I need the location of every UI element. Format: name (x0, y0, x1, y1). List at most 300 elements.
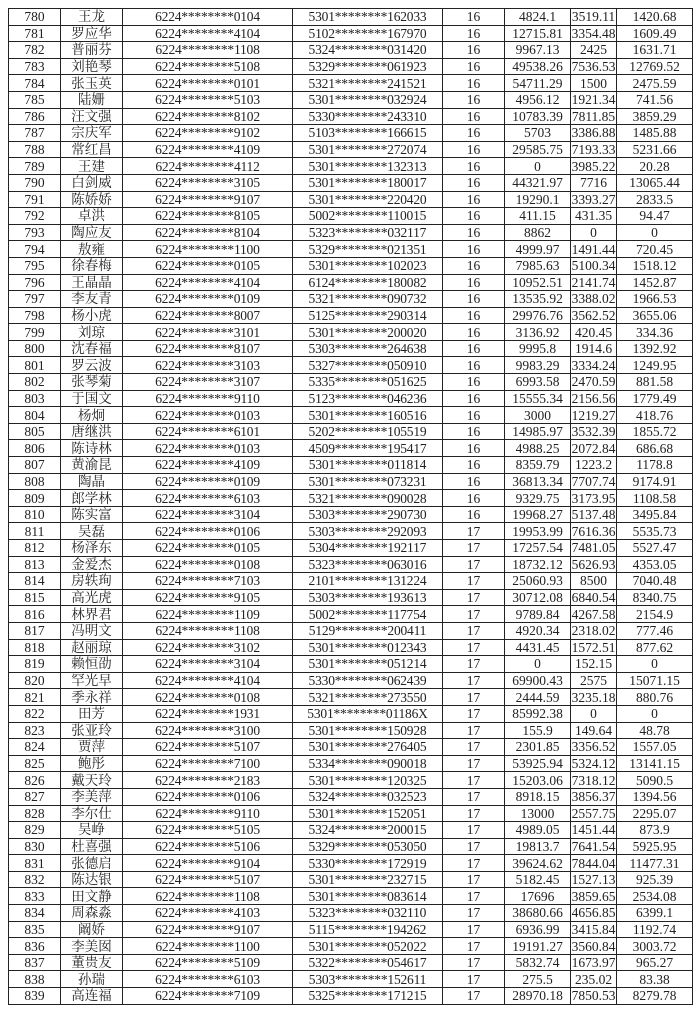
name-cell: 普丽芬 (61, 42, 123, 59)
amount-1-cell: 29976.76 (505, 307, 571, 324)
amount-3-cell: 2295.07 (617, 805, 693, 822)
amount-3-cell: 873.9 (617, 822, 693, 839)
amount-3-cell: 3003.72 (617, 938, 693, 955)
period-cell: 16 (443, 141, 505, 158)
amount-1-cell: 9329.75 (505, 490, 571, 507)
amount-1-cell: 44321.97 (505, 174, 571, 191)
name-cell: 于国文 (61, 390, 123, 407)
id-number-cell: 5303********292093 (293, 523, 443, 540)
row-number-cell: 808 (9, 473, 61, 490)
amount-2-cell: 152.15 (571, 656, 617, 673)
amount-2-cell: 3856.37 (571, 789, 616, 805)
amount-3-cell: 1855.72 (617, 423, 693, 440)
amount-1-cell: 4988.25 (505, 440, 571, 457)
amount-1-cell: 49538.26 (505, 58, 571, 75)
amount-2-cell: 7844.04 (571, 855, 616, 871)
row-number-cell: 803 (9, 390, 61, 407)
name-cell: 阚娇 (61, 921, 123, 938)
row-number-cell: 836 (9, 938, 61, 955)
id-number-cell: 5323********032110 (293, 905, 443, 922)
row-number-cell: 807 (9, 457, 61, 474)
name-cell: 张亚玲 (61, 722, 123, 739)
table-row (9, 606, 693, 623)
amount-1-cell: 8862 (505, 224, 571, 241)
amount-3-cell: 1192.74 (617, 921, 693, 938)
table-row (9, 125, 693, 142)
bank-card-cell: 6224********6103 (123, 490, 293, 507)
period-cell: 17 (443, 722, 505, 739)
name-cell: 房轶珣 (61, 573, 123, 590)
amount-2-cell: 1223.2 (571, 457, 617, 474)
amount-3-cell: 1420.68 (617, 9, 693, 26)
amount-2-cell: 3334.24 (571, 357, 616, 373)
amount-3-cell: 8279.78 (617, 988, 693, 1005)
table-row (9, 108, 693, 125)
amount-1-cell: 19813.7 (505, 838, 571, 855)
amount-3-cell: 1966.53 (617, 291, 693, 308)
table-row (9, 274, 693, 291)
table-row (9, 457, 693, 474)
id-number-cell: 5301********200020 (293, 324, 443, 341)
bank-card-cell: 6224********0103 (123, 440, 293, 457)
row-number-cell: 788 (9, 141, 61, 158)
amount-2-cell: 7716 (571, 174, 617, 191)
id-number-cell: 5324********032523 (293, 788, 443, 805)
period-cell: 17 (443, 639, 505, 656)
amount-2-cell: 4267.58 (571, 606, 616, 622)
table-row (9, 58, 693, 75)
period-cell: 17 (443, 705, 505, 722)
bank-card-cell: 6224********0109 (123, 473, 293, 490)
bank-card-cell: 6224********1108 (123, 42, 293, 59)
table-row (9, 905, 693, 922)
amount-3-cell: 1452.87 (617, 274, 693, 291)
amount-1-cell: 13000 (505, 805, 571, 822)
table-row (9, 556, 693, 573)
table-row (9, 822, 693, 839)
amount-2-cell: 3393.27 (571, 191, 616, 207)
amount-2-cell: 3356.52 (571, 739, 616, 755)
amount-3-cell: 2833.5 (617, 191, 693, 208)
row-number-cell: 837 (9, 954, 61, 971)
name-cell: 李尔仕 (61, 805, 123, 822)
amount-3-cell: 925.39 (617, 871, 693, 888)
period-cell: 17 (443, 689, 505, 706)
row-number-cell: 826 (9, 772, 61, 789)
row-number-cell: 798 (9, 307, 61, 324)
table-row (9, 672, 693, 689)
id-number-cell: 5329********021351 (293, 241, 443, 258)
bank-card-cell: 6224********0104 (123, 9, 293, 26)
amount-3-cell: 686.68 (617, 440, 693, 457)
name-cell: 杜喜强 (61, 838, 123, 855)
bank-card-cell: 6224********9107 (123, 191, 293, 208)
table-row (9, 871, 693, 888)
name-cell: 吴峥 (61, 822, 123, 839)
amount-1-cell: 13535.92 (505, 291, 571, 308)
name-cell: 董贵友 (61, 954, 123, 971)
period-cell: 17 (443, 988, 505, 1005)
amount-2-cell: 5626.93 (571, 556, 616, 572)
period-cell: 16 (443, 108, 505, 125)
id-number-cell: 5321********273550 (293, 689, 443, 706)
id-number-cell: 5329********061923 (293, 58, 443, 75)
row-number-cell: 799 (9, 324, 61, 341)
amount-2-cell: 6840.54 (571, 590, 616, 606)
amount-1-cell: 4999.97 (505, 241, 571, 258)
bank-card-cell: 6224********4109 (123, 457, 293, 474)
name-cell: 徐春梅 (61, 257, 123, 274)
name-cell: 刘艳琴 (61, 58, 123, 75)
period-cell: 17 (443, 656, 505, 673)
amount-2-cell: 1219.27 (571, 407, 616, 423)
data-table (8, 8, 693, 1005)
amount-3-cell: 418.76 (617, 407, 693, 424)
table-row (9, 772, 693, 789)
id-number-cell: 5322********054617 (293, 954, 443, 971)
row-number-cell: 825 (9, 755, 61, 772)
table-row (9, 407, 693, 424)
id-number-cell: 5330********062439 (293, 672, 443, 689)
amount-3-cell: 1518.12 (617, 257, 693, 274)
bank-card-cell: 6224********6101 (123, 423, 293, 440)
amount-3-cell: 12769.52 (617, 58, 693, 75)
id-number-cell: 5303********193613 (293, 589, 443, 606)
bank-card-cell: 6224********0108 (123, 689, 293, 706)
amount-1-cell: 9967.13 (505, 42, 571, 59)
period-cell: 16 (443, 9, 505, 26)
amount-2-cell: 7318.12 (571, 772, 616, 788)
amount-2-cell: 1500 (571, 75, 617, 92)
amount-1-cell: 9789.84 (505, 606, 571, 623)
name-cell: 罕光早 (61, 672, 123, 689)
name-cell: 王晶晶 (61, 274, 123, 291)
amount-2-cell: 1673.97 (571, 955, 616, 971)
period-cell: 17 (443, 905, 505, 922)
row-number-cell: 823 (9, 722, 61, 739)
amount-2-cell: 3532.39 (571, 424, 616, 440)
amount-3-cell: 741.56 (617, 91, 693, 108)
bank-card-cell: 6224********3100 (123, 722, 293, 739)
bank-card-cell: 6224********5109 (123, 954, 293, 971)
name-cell: 张玉英 (61, 75, 123, 92)
table-row (9, 224, 693, 241)
row-number-cell: 781 (9, 25, 61, 42)
amount-3-cell: 1249.95 (617, 357, 693, 374)
name-cell: 汪文强 (61, 108, 123, 125)
bank-card-cell: 6224********8104 (123, 224, 293, 241)
table-row (9, 540, 693, 557)
id-number-cell: 5334********090018 (293, 755, 443, 772)
period-cell: 16 (443, 208, 505, 225)
period-cell: 17 (443, 921, 505, 938)
id-number-cell: 5301********052022 (293, 938, 443, 955)
period-cell: 17 (443, 606, 505, 623)
amount-2-cell: 0 (571, 224, 617, 241)
row-number-cell: 789 (9, 158, 61, 175)
bank-card-cell: 6224********0106 (123, 523, 293, 540)
id-number-cell: 5301********152051 (293, 805, 443, 822)
amount-1-cell: 3136.92 (505, 324, 571, 341)
bank-card-cell: 6224********1109 (123, 606, 293, 623)
period-cell: 17 (443, 573, 505, 590)
id-number-cell: 5325********171215 (293, 988, 443, 1005)
id-number-cell: 5301********180017 (293, 174, 443, 191)
amount-1-cell: 15203.06 (505, 772, 571, 789)
name-cell: 高光虎 (61, 589, 123, 606)
name-cell: 罗应华 (61, 25, 123, 42)
name-cell: 王龙 (61, 9, 123, 26)
bank-card-cell: 6224********9102 (123, 125, 293, 142)
name-cell: 李美囡 (61, 938, 123, 955)
id-number-cell: 5301********120325 (293, 772, 443, 789)
amount-1-cell: 4956.12 (505, 91, 571, 108)
table-row (9, 423, 693, 440)
bank-card-cell: 6224********4104 (123, 25, 293, 42)
table-row (9, 340, 693, 357)
period-cell: 17 (443, 838, 505, 855)
amount-1-cell: 9995.8 (505, 340, 571, 357)
amount-3-cell: 15071.15 (617, 672, 693, 689)
amount-1-cell: 36813.34 (505, 473, 571, 490)
id-number-cell: 5129********200411 (293, 622, 443, 639)
period-cell: 17 (443, 523, 505, 540)
bank-card-cell: 6224********7109 (123, 988, 293, 1005)
period-cell: 16 (443, 25, 505, 42)
name-cell: 季永祥 (61, 689, 123, 706)
amount-2-cell: 7811.85 (571, 108, 616, 124)
id-number-cell: 5301********012343 (293, 639, 443, 656)
id-number-cell: 5335********051625 (293, 374, 443, 391)
amount-2-cell: 2557.75 (571, 805, 616, 821)
bank-card-cell: 6224********3104 (123, 656, 293, 673)
period-cell: 16 (443, 490, 505, 507)
amount-2-cell: 0 (571, 705, 617, 722)
table-row (9, 888, 693, 905)
name-cell: 李美萍 (61, 788, 123, 805)
amount-1-cell: 6936.99 (505, 921, 571, 938)
table-row (9, 589, 693, 606)
amount-2-cell: 4656.85 (571, 905, 616, 921)
bank-card-cell: 6224********0105 (123, 257, 293, 274)
amount-3-cell: 881.58 (617, 374, 693, 391)
table-row (9, 755, 693, 772)
table-row (9, 689, 693, 706)
bank-card-cell: 6224********7100 (123, 755, 293, 772)
id-number-cell: 5115********194262 (293, 921, 443, 938)
row-number-cell: 818 (9, 639, 61, 656)
row-number-cell: 814 (9, 573, 61, 590)
row-number-cell: 833 (9, 888, 61, 905)
id-number-cell: 5324********200015 (293, 822, 443, 839)
amount-3-cell: 777.46 (617, 622, 693, 639)
bank-card-cell: 6224********3104 (123, 506, 293, 523)
amount-2-cell: 3562.52 (571, 307, 616, 323)
amount-3-cell: 9174.91 (617, 473, 693, 490)
name-cell: 沈春福 (61, 340, 123, 357)
amount-1-cell: 10783.39 (505, 108, 571, 125)
name-cell: 卓洪 (61, 208, 123, 225)
table-row (9, 291, 693, 308)
id-number-cell: 5301********272074 (293, 141, 443, 158)
row-number-cell: 816 (9, 606, 61, 623)
amount-2-cell: 3388.02 (571, 291, 616, 307)
bank-card-cell: 6224********4104 (123, 274, 293, 291)
amount-2-cell: 2156.56 (571, 390, 616, 406)
bank-card-cell: 6224********5108 (123, 58, 293, 75)
amount-2-cell: 3354.48 (571, 25, 616, 41)
amount-1-cell: 5703 (505, 125, 571, 142)
row-number-cell: 839 (9, 988, 61, 1005)
amount-2-cell: 3560.84 (571, 938, 616, 954)
bank-card-cell: 6224********1931 (123, 705, 293, 722)
id-number-cell: 5301********083614 (293, 888, 443, 905)
row-number-cell: 780 (9, 9, 61, 26)
amount-2-cell: 2575 (571, 672, 617, 689)
amount-3-cell: 94.47 (617, 208, 693, 225)
id-number-cell: 5301********220420 (293, 191, 443, 208)
bank-card-cell: 6224********1100 (123, 938, 293, 955)
amount-1-cell: 14985.97 (505, 423, 571, 440)
row-number-cell: 813 (9, 556, 61, 573)
row-number-cell: 790 (9, 174, 61, 191)
table-row (9, 208, 693, 225)
bank-card-cell: 6224********5106 (123, 838, 293, 855)
amount-2-cell: 2470.59 (571, 374, 616, 390)
id-number-cell: 5301********150928 (293, 722, 443, 739)
row-number-cell: 797 (9, 291, 61, 308)
amount-1-cell: 2301.85 (505, 739, 571, 756)
id-number-cell: 5301********073231 (293, 473, 443, 490)
table-row (9, 374, 693, 391)
table-row (9, 739, 693, 756)
name-cell: 鲍彤 (61, 755, 123, 772)
amount-1-cell: 3000 (505, 407, 571, 424)
id-number-cell: 5002********110015 (293, 208, 443, 225)
bank-card-cell: 6224********9110 (123, 390, 293, 407)
bank-card-cell: 6224********9107 (123, 921, 293, 938)
amount-3-cell: 5535.73 (617, 523, 693, 540)
name-cell: 常红昌 (61, 141, 123, 158)
amount-1-cell: 5182.45 (505, 871, 571, 888)
amount-3-cell: 13065.44 (617, 174, 693, 191)
row-number-cell: 828 (9, 805, 61, 822)
row-number-cell: 783 (9, 58, 61, 75)
amount-1-cell: 10952.51 (505, 274, 571, 291)
table-row (9, 705, 693, 722)
amount-1-cell: 38680.66 (505, 905, 571, 922)
period-cell: 17 (443, 788, 505, 805)
amount-3-cell: 2534.08 (617, 888, 693, 905)
id-number-cell: 5321********090028 (293, 490, 443, 507)
amount-1-cell: 15555.34 (505, 390, 571, 407)
period-cell: 16 (443, 125, 505, 142)
table-row (9, 191, 693, 208)
id-number-cell: 5303********290730 (293, 506, 443, 523)
row-number-cell: 831 (9, 855, 61, 872)
row-number-cell: 830 (9, 838, 61, 855)
period-cell: 16 (443, 307, 505, 324)
amount-1-cell: 6993.58 (505, 374, 571, 391)
id-number-cell: 5301********276405 (293, 739, 443, 756)
name-cell: 敖雍 (61, 241, 123, 258)
id-number-cell: 5301********032924 (293, 91, 443, 108)
amount-3-cell: 0 (617, 705, 693, 722)
amount-3-cell: 1631.71 (617, 42, 693, 59)
id-number-cell: 5330********243310 (293, 108, 443, 125)
period-cell: 16 (443, 291, 505, 308)
id-number-cell: 5327********050910 (293, 357, 443, 374)
table-row (9, 158, 693, 175)
period-cell: 17 (443, 672, 505, 689)
id-number-cell: 5301********01186X (293, 705, 443, 722)
amount-3-cell: 4353.05 (617, 556, 693, 573)
amount-2-cell: 2318.02 (571, 623, 616, 639)
period-cell: 17 (443, 855, 505, 872)
row-number-cell: 812 (9, 540, 61, 557)
amount-2-cell: 5324.12 (571, 756, 616, 772)
period-cell: 17 (443, 622, 505, 639)
row-number-cell: 821 (9, 689, 61, 706)
name-cell: 杨小虎 (61, 307, 123, 324)
row-number-cell: 796 (9, 274, 61, 291)
amount-3-cell: 877.62 (617, 639, 693, 656)
bank-card-cell: 6224********5107 (123, 739, 293, 756)
name-cell: 李友青 (61, 291, 123, 308)
amount-1-cell: 9983.29 (505, 357, 571, 374)
amount-2-cell: 7536.53 (571, 59, 616, 75)
row-number-cell: 835 (9, 921, 61, 938)
amount-3-cell: 7040.48 (617, 573, 693, 590)
amount-3-cell: 334.36 (617, 324, 693, 341)
table-row (9, 971, 693, 988)
bank-card-cell: 6224********0109 (123, 291, 293, 308)
table-row (9, 573, 693, 590)
amount-3-cell: 11477.31 (617, 855, 693, 872)
period-cell: 16 (443, 75, 505, 92)
amount-1-cell: 39624.62 (505, 855, 571, 872)
amount-1-cell: 19290.1 (505, 191, 571, 208)
id-number-cell: 5125********290314 (293, 307, 443, 324)
bank-card-cell: 6224********5103 (123, 91, 293, 108)
name-cell: 戴天玲 (61, 772, 123, 789)
period-cell: 16 (443, 58, 505, 75)
amount-1-cell: 69900.43 (505, 672, 571, 689)
amount-1-cell: 411.15 (505, 208, 571, 225)
row-number-cell: 792 (9, 208, 61, 225)
amount-3-cell: 1609.49 (617, 25, 693, 42)
amount-3-cell: 83.38 (617, 971, 693, 988)
id-number-cell: 5324********031420 (293, 42, 443, 59)
amount-2-cell: 7641.54 (571, 838, 616, 854)
table-row (9, 174, 693, 191)
row-number-cell: 802 (9, 374, 61, 391)
name-cell: 陈娇娇 (61, 191, 123, 208)
period-cell: 16 (443, 324, 505, 341)
amount-3-cell: 20.28 (617, 158, 693, 175)
row-number-cell: 829 (9, 822, 61, 839)
bank-card-cell: 6224********4103 (123, 905, 293, 922)
amount-2-cell: 7850.53 (571, 988, 616, 1004)
period-cell: 16 (443, 506, 505, 523)
amount-2-cell: 3519.11 (571, 9, 616, 25)
id-number-cell: 5301********132313 (293, 158, 443, 175)
amount-3-cell: 1178.8 (617, 457, 693, 474)
bank-card-cell: 6224********9104 (123, 855, 293, 872)
table-row (9, 324, 693, 341)
bank-card-cell: 6224********8007 (123, 307, 293, 324)
bank-card-cell: 6224********3103 (123, 357, 293, 374)
